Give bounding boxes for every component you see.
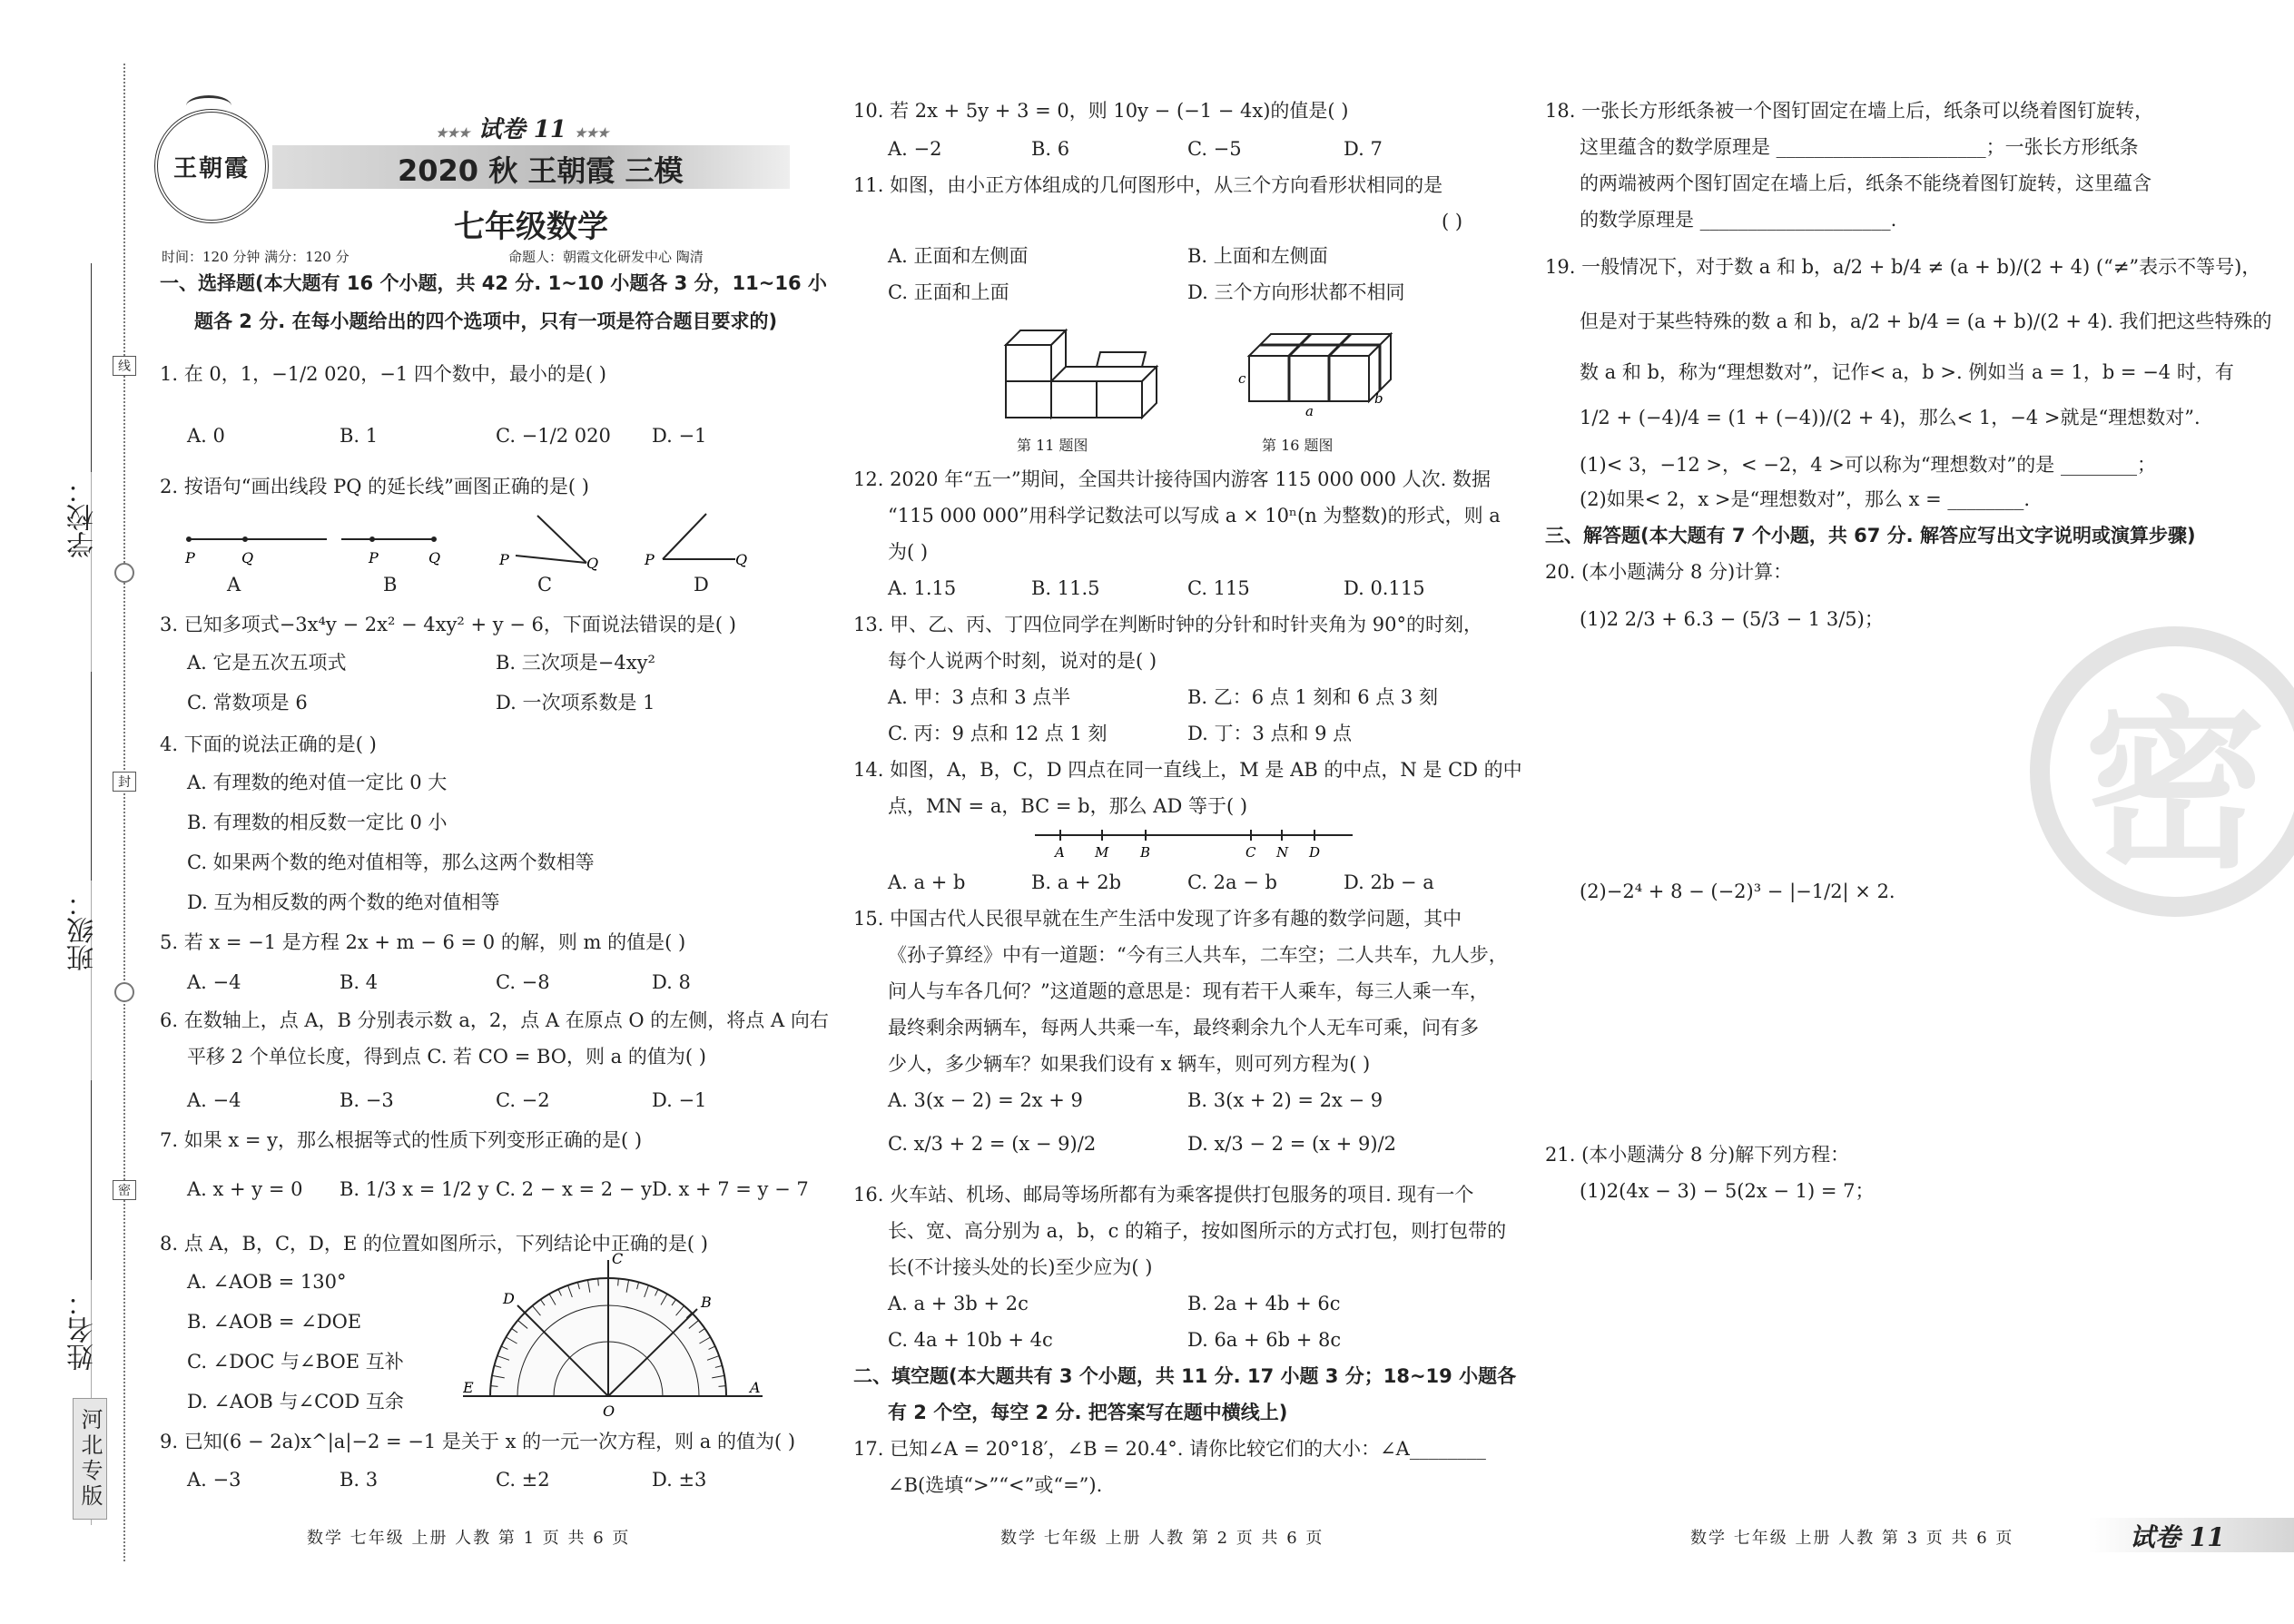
section-3-heading: 三、解答题(本大题有 7 个小题，共 67 分. 解答应写出文字说明或演算步骤) [1545,525,2196,546]
question-15-line1: 15. 中国古代人民很早就在生产生活中发现了许多有趣的数学问题，其中 [853,908,1462,930]
q15-option-a[interactable]: A. 3(x − 2) = 2x + 9 [888,1089,1083,1111]
q7-option-d[interactable]: D. x + 7 = y − 7 [652,1178,809,1200]
protractor-tick [598,1278,599,1285]
banner-title: 2020 秋 王朝霞 三模 [398,153,684,188]
q9-option-b[interactable]: B. 3 [340,1469,379,1491]
q16-option-d[interactable]: D. 6a + 6b + 8c [1187,1329,1342,1351]
question-17-line2: ∠B(选填“>”“<”或“=”). [888,1474,1103,1496]
q16-option-c[interactable]: C. 4a + 10b + 4c [888,1329,1053,1351]
q1-option-d[interactable]: D. −1 [652,425,707,447]
question-11-paren: ( ) [1442,211,1463,232]
q14-point-n: N [1276,844,1289,861]
q14-number-line [1035,824,1362,861]
q4-option-d[interactable]: D. 互为相反数的两个数的绝对值相等 [187,891,500,913]
question-14-line2: 点，MN = a，BC = b，那么 AD 等于( ) [888,795,1248,817]
question-20: 20. (本小题满分 8 分)计算： [1545,561,1793,583]
protractor-figure [463,1251,763,1423]
q5-option-b[interactable]: B. 4 [340,971,379,993]
q2-figure-c [516,516,586,563]
q2-figure-b [341,537,436,541]
q6-option-c[interactable]: C. −2 [496,1089,550,1111]
question-19-part1: (1)< 3，−12 >，< −2，4 >可以称为“理想数对”的是 ________； [1580,454,2156,476]
question-19-part2: (2)如果< 2，x >是“理想数对”，那么 x = ________. [1580,488,2031,510]
section-2-heading-line2: 有 2 个空，每空 2 分. 把答案写在题中横线上) [888,1402,1288,1423]
protractor-label-b: B [701,1294,712,1311]
question-12-line1: 12. 2020 年“五一”期间，全国共计接待国内游客 115 000 000 人次. 数据 [853,468,1491,490]
question-9: 9. 已知(6 − 2a)x^|a|−2 = −1 是关于 x 的一元一次方程，则 a 的值为( ) [160,1431,796,1452]
question-2: 2. 按语句“画出线段 PQ 的延长线”画图正确的是( ) [160,476,589,497]
svg-text:Q: Q [241,549,254,566]
question-18-line2: 这里蕴含的数学原理是 ______________________；一张长方形纸条 [1580,136,2139,158]
class-label: 班级： [67,890,99,971]
name-label: 姓名： [67,1289,99,1371]
q7-option-b[interactable]: B. 1/3 x = 1/2 y [340,1178,489,1200]
q5-option-c[interactable]: C. −8 [496,971,550,993]
question-17-line1: 17. 已知∠A = 20°18′，∠B = 20.4°. 请你比较它们的大小：∠A________ [853,1438,1486,1460]
q13-option-d[interactable]: D. 丁：3 点和 9 点 [1187,723,1353,744]
q9-option-c[interactable]: C. ±2 [496,1469,550,1491]
q5-option-d[interactable]: D. 8 [652,971,691,993]
svg-text:P: P [645,551,655,568]
q3-option-b[interactable]: B. 三次项是−4xy² [496,652,655,674]
q14-option-c[interactable]: C. 2a − b [1187,871,1277,893]
q4-option-c[interactable]: C. 如果两个数的绝对值相等，那么这两个数相等 [187,851,595,873]
q2-figure-d [663,514,735,559]
protractor-label-o: O [603,1403,615,1420]
q10-option-b[interactable]: B. 6 [1031,138,1070,160]
footer-page-1: 数学 七年级 上册 人教 第 1 页 共 6 页 [307,1529,631,1548]
protractor-label-c: C [612,1251,624,1267]
paper-tag [436,111,609,144]
q11-option-b[interactable]: B. 上面和左侧面 [1187,245,1328,267]
fig16-label-b: b [1374,390,1383,407]
q16-option-b[interactable]: B. 2a + 4b + 6c [1187,1293,1341,1314]
question-18-line3: 的两端被两个图钉固定在墙上后，纸条不能绕着图钉旋转，这里蕴含 [1580,172,2151,194]
q14-option-b[interactable]: B. a + 2b [1031,871,1122,893]
q2-label-d[interactable]: D [694,574,709,595]
svg-text:P: P [499,551,509,568]
q14-point-m: M [1095,844,1109,861]
q14-point-a: A [1055,844,1065,861]
q2-label-a[interactable]: A [227,574,241,595]
q11-option-d[interactable]: D. 三个方向形状都不相同 [1187,281,1405,303]
q15-option-c[interactable]: C. x/3 + 2 = (x − 9)/2 [888,1133,1097,1155]
logo [154,109,269,223]
question-14-line1: 14. 如图，A，B，C，D 四点在同一直线上，M 是 AB 的中点，N 是 CD 的中 [853,759,1522,781]
footer-page-3: 数学 七年级 上册 人教 第 3 页 共 6 页 [1690,1529,2014,1548]
section-1-heading-line1: 一、选择题(本大题有 16 个小题，共 42 分. 1~10 小题各 3 分，11~16 小 [160,272,827,294]
q14-point-d: D [1309,844,1321,861]
q14-point-b: B [1140,844,1151,861]
section-1-heading-line2: 题各 2 分. 在每小题给出的四个选项中，只有一项是符合题目要求的) [194,310,778,332]
q10-option-d[interactable]: D. 7 [1344,138,1383,160]
q1-option-b[interactable]: B. 1 [340,425,379,447]
q8-option-a[interactable]: A. ∠AOB = 130° [187,1271,347,1293]
q14-option-d[interactable]: D. 2b − a [1344,871,1434,893]
q3-option-d[interactable]: D. 一次项系数是 1 [496,692,655,714]
q8-option-d[interactable]: D. ∠AOB 与∠COD 互余 [187,1391,404,1412]
q2-figure-a [187,537,327,541]
exam-meta-right: 命题人：朝霞文化研发中心 陶清 [508,249,704,265]
q14-option-a[interactable]: A. a + b [888,871,966,893]
question-16-line3: 长(不计接头处的长)至少应为( ) [888,1256,1153,1278]
exam-meta-left: 时间：120 分钟 满分：120 分 [162,249,350,265]
q10-option-a[interactable]: A. −2 [888,138,942,160]
question-18-line4: 的数学原理是 ____________________. [1580,209,1897,231]
svg-text:Q: Q [586,555,599,572]
q6-option-a[interactable]: A. −4 [187,1089,241,1111]
q4-option-a[interactable]: A. 有理数的绝对值一定比 0 大 [187,772,448,793]
protractor-tick [618,1278,619,1285]
q10-option-c[interactable]: C. −5 [1187,138,1242,160]
q6-option-b[interactable]: B. −3 [340,1089,394,1111]
question-7: 7. 如果 x = y，那么根据等式的性质下列变形正确的是( ) [160,1129,643,1151]
logo-crown-icon [186,95,231,116]
question-3: 3. 已知多项式−3x⁴y − 2x² − 4xy² + y − 6，下面说法错误的是( ) [160,614,736,635]
figure-16-box [1238,320,1393,419]
protractor-label-d: D [503,1290,515,1307]
class-field[interactable] [91,672,92,881]
watermark-char: 密 [2083,681,2266,893]
question-16-line1: 16. 火车站、机场、邮局等场所都有为乘客提供打包服务的项目. 现有一个 [853,1184,1474,1206]
question-12-line3: 为( ) [888,541,929,563]
question-20-part2: (2)−2⁴ + 8 − (−2)³ − |−1/2| × 2. [1580,881,1895,902]
region-badge: 河北专版 [73,1398,107,1520]
svg-text:P: P [185,549,195,566]
q13-option-b[interactable]: B. 乙：6 点 1 刻和 6 点 3 刻 [1187,686,1438,708]
question-20-part1: (1)2 2/3 + 6.3 − (5/3 − 1 3/5)； [1580,608,1884,630]
q1-option-c[interactable]: C. −1/2 020 [496,425,611,447]
svg-text:P: P [369,549,379,566]
paper-tag-text: 试卷 11 [478,116,566,143]
question-21-part1: (1)2(4x − 3) − 5(2x − 1) = 7； [1580,1180,1875,1202]
q12-option-c[interactable]: C. 115 [1187,577,1250,599]
figure-11-cubes [999,309,1180,427]
q2-label-c[interactable]: C [537,574,553,595]
q16-option-a[interactable]: A. a + 3b + 2c [888,1293,1029,1314]
q8-option-c[interactable]: C. ∠DOC 与∠BOE 互补 [187,1351,404,1373]
question-18-line1: 18. 一张长方形纸条被一个图钉固定在墙上后，纸条可以绕着图钉旋转， [1545,100,2154,122]
q2-label-b[interactable]: B [383,574,398,595]
figure-11-caption: 第 11 题图 [1017,437,1088,454]
q15-option-d[interactable]: D. x/3 − 2 = (x + 9)/2 [1187,1133,1396,1155]
protractor-label-a: A [750,1379,761,1396]
question-13-line2: 每个人说两个时刻，说对的是( ) [888,650,1157,672]
stars-right: ★★★ [575,126,609,141]
fig16-label-c: c [1238,370,1246,387]
q12-option-b[interactable]: B. 11.5 [1031,577,1100,599]
q7-option-c[interactable]: C. 2 − x = 2 − y [496,1178,652,1200]
q3-option-c[interactable]: C. 常数项是 6 [187,692,308,714]
school-label: 学校： [67,477,99,558]
binding-dashed-line [123,64,125,1561]
question-1: 1. 在 0，1，−1/2 020，−1 四个数中，最小的是( ) [160,363,606,385]
fig16-label-a: a [1305,403,1314,419]
question-6-line1: 6. 在数轴上，点 A，B 分别表示数 a，2，点 A 在原点 O 的左侧，将点 A 向右 [160,1009,829,1031]
question-15-line2: 《孙子算经》中有一道题：“今有三人共车，二车空；二人共车，九人步， [888,944,1508,966]
question-15-line4: 最终剩余两辆车，每两人共乘一车，最终剩余九个人无车可乘，问有多 [888,1017,1479,1038]
q9-option-d[interactable]: D. ±3 [652,1469,707,1491]
svg-text:Q: Q [428,549,441,566]
q13-option-c[interactable]: C. 丙：9 点和 12 点 1 刻 [888,723,1108,744]
seal-char-seal: 封 [113,772,136,792]
question-19-line3: 数 a 和 b，称为“理想数对”，记作< a，b >. 例如当 a = 1，b = −4 时，有 [1580,361,2234,383]
seal-char-line: 线 [113,356,136,376]
q4-option-b[interactable]: B. 有理数的相反数一定比 0 小 [187,812,448,833]
section-2-heading-line1: 二、填空题(本大题共有 3 个小题，共 11 分. 17 小题 3 分；18~19 小题各 [853,1365,1517,1387]
question-21: 21. (本小题满分 8 分)解下列方程： [1545,1144,1850,1166]
seal-char-secret: 密 [113,1180,136,1200]
q7-option-a[interactable]: A. x + y = 0 [187,1178,303,1200]
logo-text: 王朝霞 [172,154,250,182]
q9-option-a[interactable]: A. −3 [187,1469,241,1491]
q8-option-b[interactable]: B. ∠AOB = ∠DOE [187,1311,362,1333]
q12-option-a[interactable]: A. 1.15 [888,577,957,599]
footer-tag: 试卷 11 [2130,1522,2225,1552]
svg-text:Q: Q [735,551,748,568]
q1-option-a[interactable]: A. 0 [187,425,225,447]
question-15-line5: 少人，多少辆车？如果我们设有 x 辆车，则可列方程为( ) [888,1053,1371,1075]
binding-ring-1 [114,563,134,583]
q15-option-b[interactable]: B. 3(x + 2) = 2x − 9 [1187,1089,1383,1111]
q14-point-c: C [1245,844,1256,861]
question-12-line2: “115 000 000”用科学记数法可以写成 a × 10ⁿ(n 为整数)的形式，则 a [888,505,1501,527]
name-field[interactable] [91,1080,92,1280]
question-4: 4. 下面的说法正确的是( ) [160,733,377,755]
question-8: 8. 点 A，B，C，D，E 的位置如图所示，下列结论中正确的是( ) [160,1233,708,1255]
q3-option-a[interactable]: A. 它是五次五项式 [187,652,347,674]
q21-part1-answer-area[interactable] [1580,1216,2088,1489]
q11-option-c[interactable]: C. 正面和上面 [888,281,1009,303]
question-19-line2: 但是对于某些特殊的数 a 和 b，a/2 + b/4 = (a + b)/(2 + 4). 我们把这些特殊的 [1580,310,2272,332]
q2-figure [182,508,817,590]
q12-option-d[interactable]: D. 0.115 [1344,577,1425,599]
question-19-line1: 19. 一般情况下，对于数 a 和 b，a/2 + b/4 ≠ (a + b)/(2 + 4) (“≠”表示不等号)， [1545,256,2261,278]
q6-option-d[interactable]: D. −1 [652,1089,707,1111]
footer-page-2: 数学 七年级 上册 人教 第 2 页 共 6 页 [1000,1529,1324,1548]
q13-option-a[interactable]: A. 甲：3 点和 3 点半 [888,686,1071,708]
school-field[interactable] [91,263,92,472]
protractor-tick [719,1386,726,1387]
binding-ring-2 [114,982,134,1002]
protractor-tick [490,1386,497,1387]
question-5: 5. 若 x = −1 是方程 2x + m − 6 = 0 的解，则 m 的值是( ) [160,931,686,953]
question-15-line3: 问人与车各几何？”这道题的意思是：现有若干人乘车，每三人乘一车， [888,980,1489,1002]
question-11: 11. 如图，由小正方体组成的几何图形中，从三个方向看形状相同的是 [853,174,1443,196]
question-6-line2: 平移 2 个单位长度，得到点 C. 若 CO = BO，则 a 的值为( ) [187,1046,706,1068]
figure-16-caption: 第 16 题图 [1262,437,1334,454]
protractor-label-e: E [463,1379,474,1396]
stars-left: ★★★ [436,126,470,141]
question-19-line4: 1/2 + (−4)/4 = (1 + (−4))/(2 + 4)，那么< 1，−4 >就是“理想数对”. [1580,407,2200,428]
question-10: 10. 若 2x + 5y + 3 = 0，则 10y − (−1 − 4x)的值是( ) [853,100,1349,122]
q20-part2-answer-area[interactable] [1580,917,2088,1135]
subject-title: 七年级数学 [454,209,608,245]
q5-option-a[interactable]: A. −4 [187,971,241,993]
q20-part1-answer-area[interactable] [1580,645,2088,862]
question-16-line2: 长、宽、高分别为 a，b，c 的箱子，按如图所示的方式打包，则打包带的 [888,1220,1507,1242]
question-13-line1: 13. 甲、乙、丙、丁四位同学在判断时钟的分针和时针夹角为 90°的时刻， [853,614,1482,635]
q11-option-a[interactable]: A. 正面和左侧面 [888,245,1029,267]
